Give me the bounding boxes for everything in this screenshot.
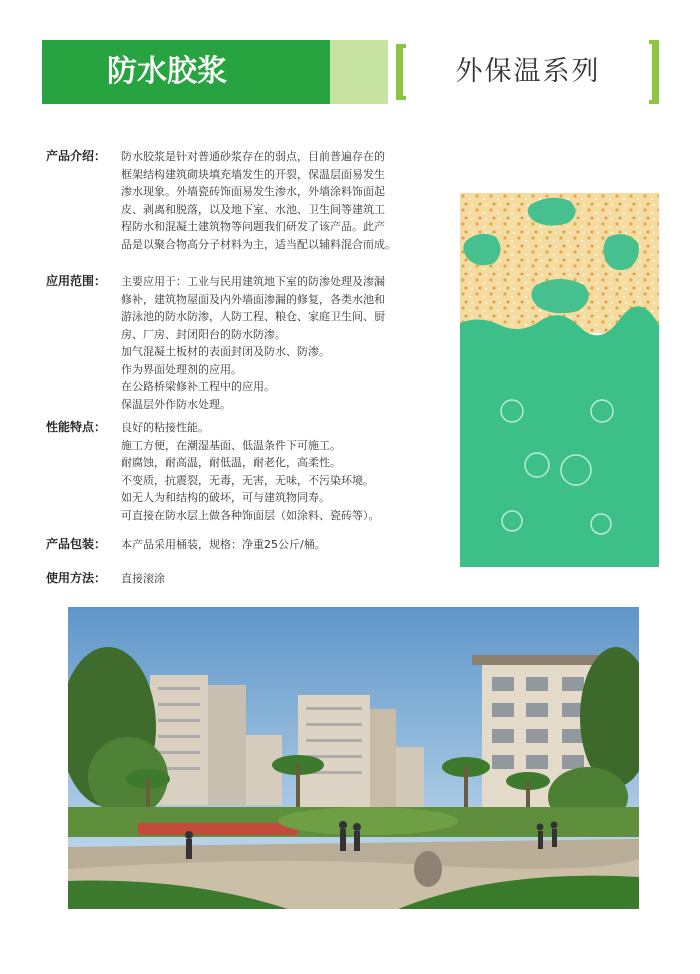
header-bracket-left (396, 44, 403, 100)
section-body (121, 273, 441, 413)
text-line: 房、厂房、封闭阳台的防水防渗。 (121, 327, 286, 341)
text-line: 可直接在防水层上做各种饰面层（如涂料、瓷砖等）。 (121, 508, 380, 522)
product-title: 防水胶浆 (107, 54, 227, 89)
header-bracket-right (652, 40, 659, 104)
section-label: 产品介绍： (46, 149, 107, 163)
section-label: 性能特点： (46, 420, 107, 434)
section-label: 应用范围： (46, 274, 107, 288)
text-line: 框架结构建筑砌块填充墙发生的开裂，保温层面易发生 (121, 167, 385, 181)
text-line: 直接滚涂 (121, 572, 165, 585)
text-line: 品是以聚合物高分子材料为主，适当配以辅料混合而成。 (121, 237, 396, 251)
section-body (121, 570, 441, 588)
text-line: 不变质，抗震裂，无毒，无害，无味，不污染环境。 (121, 473, 374, 487)
section-label: 产品包装： (46, 537, 107, 551)
text-line: 修补，建筑物屋面及内外墙面渗漏的修复，各类水池和 (121, 292, 385, 306)
text-line: 游泳池的防水防渗，人防工程、粮仓、家庭卫生间、厨 (121, 310, 385, 323)
text-line: 加气混凝土板材的表面封闭及防水、防渗。 (121, 345, 330, 358)
text-line: 防水胶浆是针对普通砂浆存在的弱点，目前普遍存在的 (121, 150, 385, 163)
text-line: 皮、剥离和脱落，以及地下室、水池、卫生间等建筑工 (121, 202, 385, 216)
section-label: 使用方法： (46, 571, 107, 585)
text-line: 作为界面处理剂的应用。 (121, 362, 242, 376)
text-line: 程防水和混凝土建筑物等问题我们研发了该产品。此产 (121, 220, 385, 233)
text-line: 主要应用于：工业与民用建筑地下室的防渗处理及渗漏 (121, 275, 385, 288)
text-line: 如无人为和结构的破坏，可与建筑物同寿。 (121, 491, 330, 504)
text-line: 渗水现象。外墙瓷砖饰面易发生渗水，外墙涂料饰面起 (121, 185, 385, 198)
series-title: 外保温系列 (455, 56, 601, 87)
section-body (121, 148, 441, 253)
text-line: 本产品采用桶装，规格：净重25公斤/桶。 (121, 538, 326, 551)
section-body (121, 419, 441, 524)
section-body (121, 536, 441, 554)
text-line: 在公路桥梁修补工程中的应用。 (121, 380, 275, 393)
text-line: 施工方便，在潮湿基面、低温条件下可施工。 (121, 438, 341, 452)
waterproof-coating-illustration (460, 193, 659, 567)
text-line: 保温层外作防水处理。 (121, 397, 231, 411)
residential-buildings-photo (68, 607, 639, 909)
header-accent-strip (330, 40, 388, 104)
text-line: 良好的粘接性能。 (121, 421, 209, 434)
text-line: 耐腐蚀，耐高温，耐低温，耐老化，高柔性。 (121, 456, 341, 469)
